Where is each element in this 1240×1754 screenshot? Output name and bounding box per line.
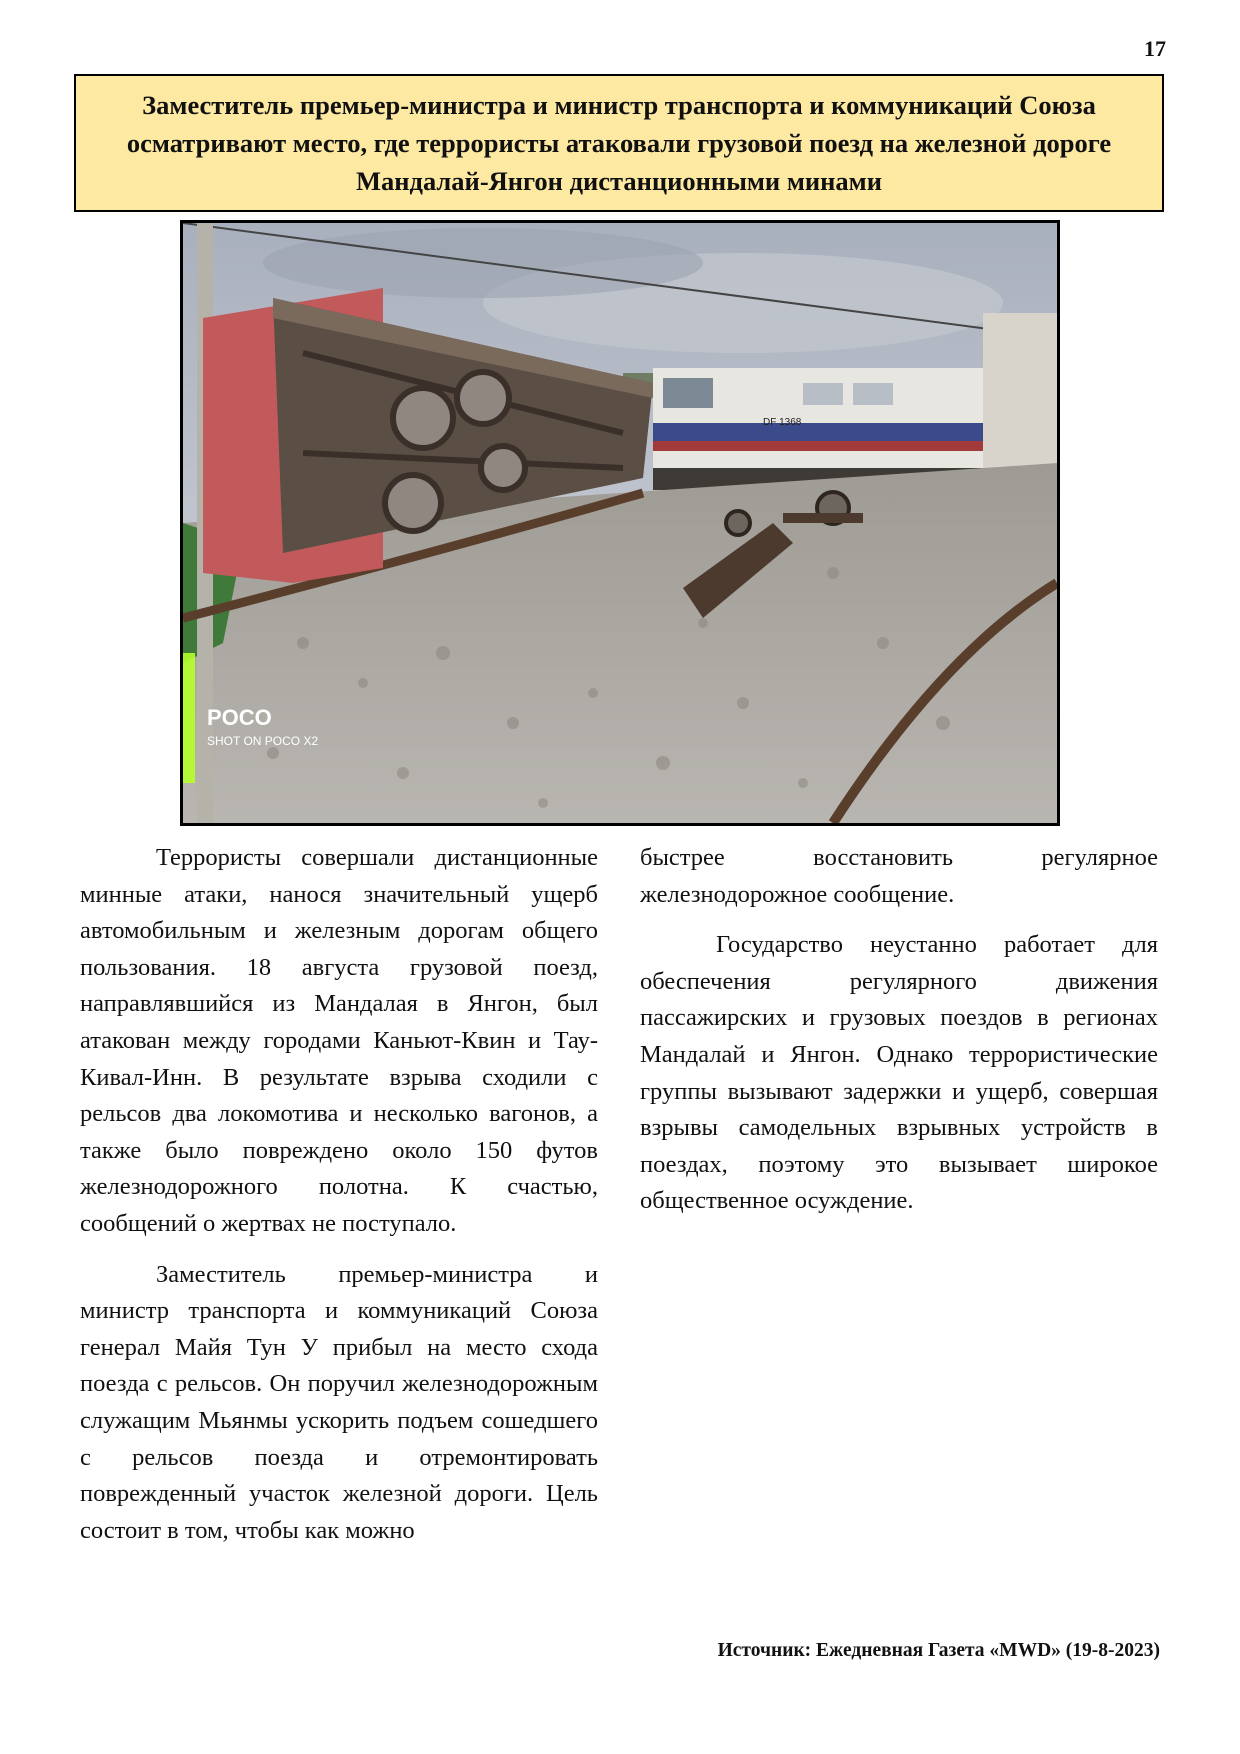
- article-column-left: [80, 840, 598, 1563]
- watermark-brand: POCO: [207, 705, 272, 730]
- paragraph-2: Заместитель премьер-министра и министр транспорта и коммуникаций Союза генерал Майя Тун У прибыл на место схода поезда с рельсов. Он поручил железнодорожным служащим Мьянмы ускорить подъем сошедшего с рельсов поезда и отремонтировать поврежденный участок железной дороги. Цель состоит в том, чтобы как можно: [80, 1260, 598, 1544]
- locomotive-number: DF 1368: [763, 417, 802, 428]
- article-column-right: [640, 840, 1158, 1234]
- news-photo: [180, 220, 1060, 826]
- paragraph-1: Террористы совершали дистанционные минные атаки, нанося значительный ущерб автомобильным и железным дорогам общего пользования. 18 августа грузовой поезд, направлявшийся из Мандалая в Янгон, был атакован между городами Каньют-Квин и Тау-Кивал-Инн. В результате взрыва сходили с рельсов два локомотива и несколько вагонов, а также было повреждено около 150 футов железнодорожного полотна. К счастью, сообщений о жертвах не поступало.: [80, 844, 598, 1237]
- paragraph-3: Государство неустанно работает для обеспечения регулярного движения пассажирских и грузовых поездов в регионах Мандалай и Янгон. Однако террористические группы вызывают задержки и ущерб, совершая взрывы самодельных взрывных устройств в поездах, поэтому это вызывает широкое общественное осуждение.: [640, 931, 1158, 1215]
- headline: Заместитель премьер-министра и министр транспорта и коммуникаций Союза осматривают место, где террористы атаковали грузовой поезд на железной дороге Мандалай-Янгон дистанционными минами: [126, 90, 1112, 196]
- page-number: 17: [1144, 36, 1166, 61]
- watermark-caption: SHOT ON POCO X2: [207, 734, 319, 748]
- source-citation: Источник: Ежедневная Газета «MWD» (19-8-2023): [717, 1640, 1160, 1661]
- derailed-train-photo: [183, 223, 1057, 823]
- headline-box: [74, 74, 1164, 212]
- paragraph-2-continued: быстрее восстановить регулярное железнодорожное сообщение.: [640, 844, 1158, 908]
